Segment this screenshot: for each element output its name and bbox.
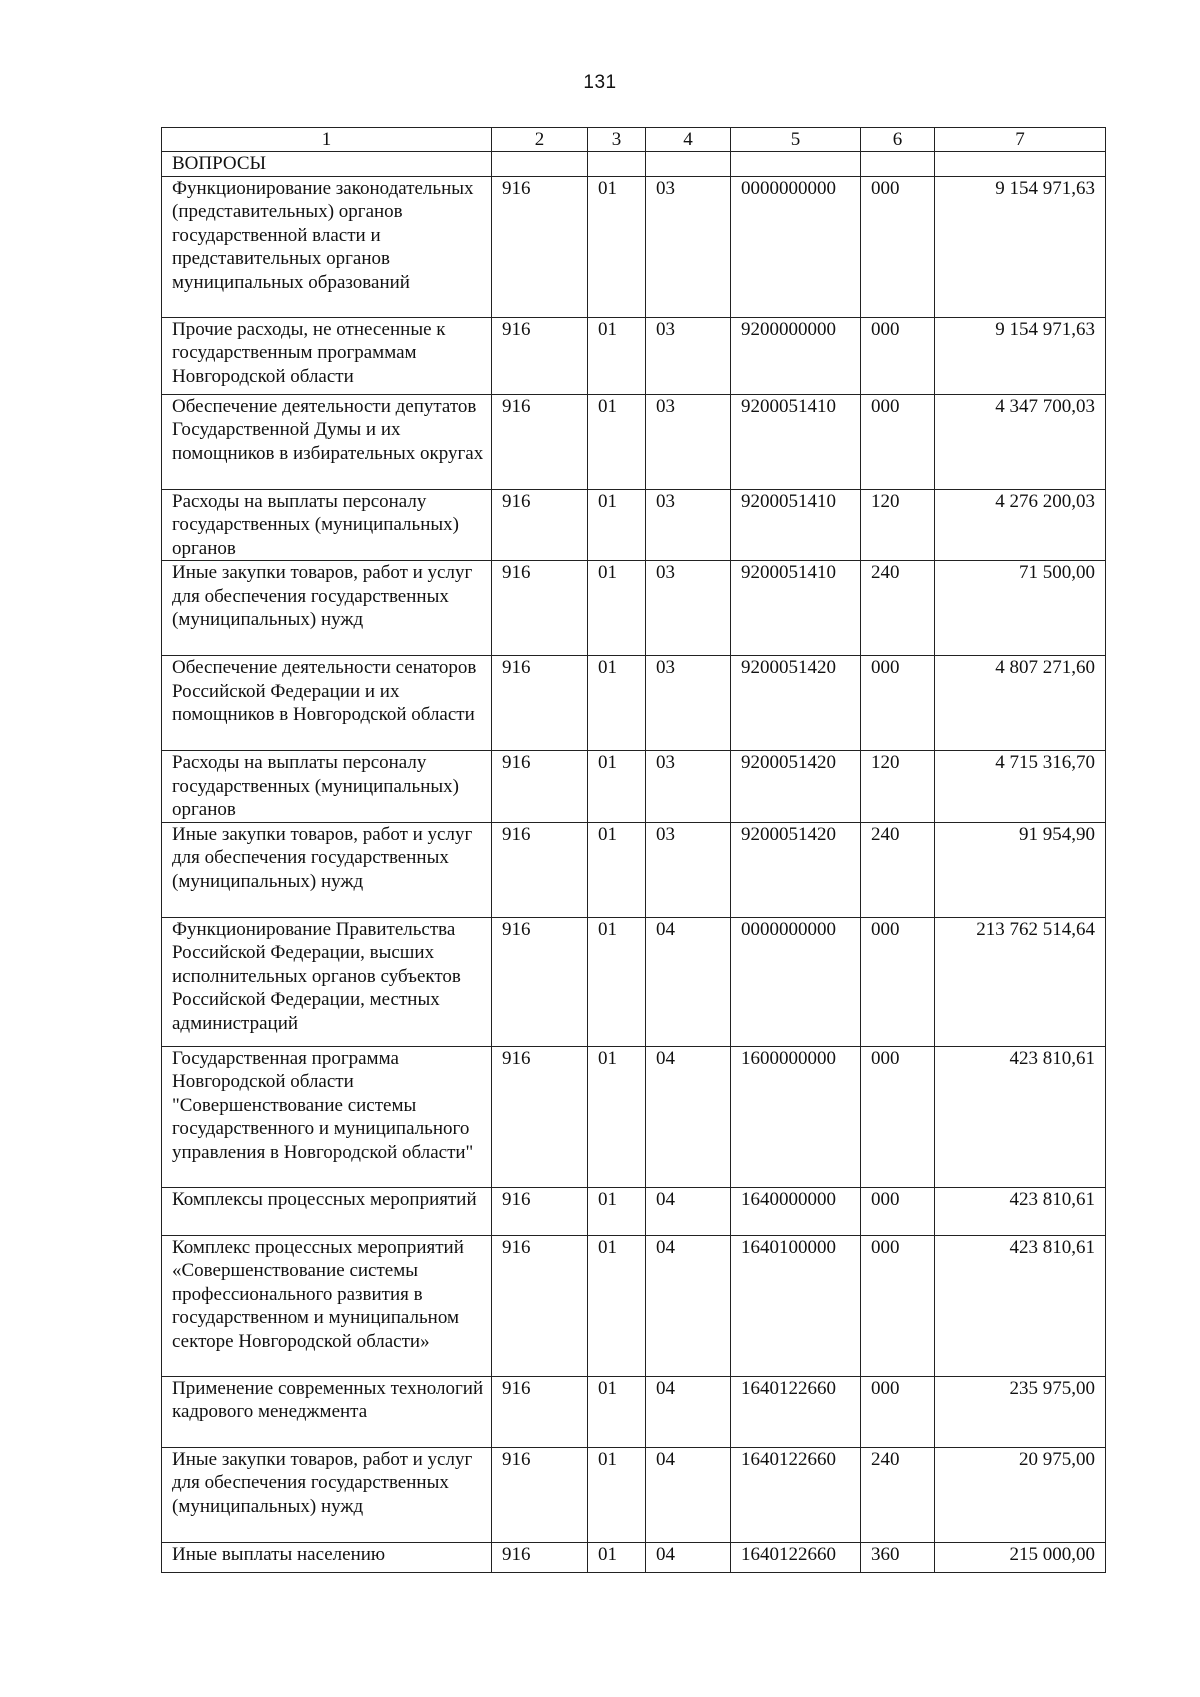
row-col4: 04 [646, 1187, 731, 1235]
row-col5: 9200051410 [731, 394, 861, 489]
header-cell: 6 [861, 128, 935, 152]
row-amount: 215 000,00 [935, 1542, 1106, 1572]
table-row [162, 751, 1106, 823]
row-name: Комплексы процессных мероприятий [162, 1187, 492, 1235]
row-col5: 9200051420 [731, 822, 861, 917]
row-col3: 01 [588, 1187, 646, 1235]
table-row [162, 489, 1106, 561]
budget-table [161, 127, 1106, 1573]
row-name: ВОПРОСЫ [162, 152, 492, 177]
row-name: Государственная программа Новгородской области "Совершенствование системы государственного и муниципального управления в Новгородской области" [162, 1046, 492, 1187]
row-col5: 1640122660 [731, 1542, 861, 1572]
row-amount: 91 954,90 [935, 822, 1106, 917]
row-amount: 20 975,00 [935, 1447, 1106, 1542]
row-amount: 9 154 971,63 [935, 176, 1106, 317]
row-col6: 000 [861, 176, 935, 317]
row-col3: 01 [588, 751, 646, 823]
row-col3: 01 [588, 394, 646, 489]
row-col6: 240 [861, 1447, 935, 1542]
row-col3: 01 [588, 1235, 646, 1376]
row-col6: 000 [861, 917, 935, 1046]
row-amount [935, 152, 1106, 177]
row-amount: 423 810,61 [935, 1235, 1106, 1376]
row-col5: 9200051420 [731, 656, 861, 751]
row-col3 [588, 152, 646, 177]
row-col2: 916 [492, 917, 588, 1046]
row-col2: 916 [492, 1376, 588, 1447]
row-amount: 4 715 316,70 [935, 751, 1106, 823]
row-col2: 916 [492, 394, 588, 489]
row-col5: 9200051420 [731, 751, 861, 823]
row-name: Обеспечение деятельности сенаторов Российской Федерации и их помощников в Новгородской области [162, 656, 492, 751]
row-col5: 1640000000 [731, 1187, 861, 1235]
row-col6: 360 [861, 1542, 935, 1572]
row-col4: 04 [646, 1046, 731, 1187]
row-col2 [492, 152, 588, 177]
row-col2: 916 [492, 1187, 588, 1235]
row-col2: 916 [492, 751, 588, 823]
row-col4: 03 [646, 394, 731, 489]
row-col6: 240 [861, 561, 935, 656]
row-col5: 1640100000 [731, 1235, 861, 1376]
row-col6: 000 [861, 656, 935, 751]
row-col6: 000 [861, 1376, 935, 1447]
row-name: Иные закупки товаров, работ и услуг для обеспечения государственных (муниципальных) нужд [162, 1447, 492, 1542]
row-col2: 916 [492, 561, 588, 656]
row-col2: 916 [492, 176, 588, 317]
row-col6: 000 [861, 394, 935, 489]
row-col3: 01 [588, 561, 646, 656]
row-name: Иные закупки товаров, работ и услуг для обеспечения государственных (муниципальных) нужд [162, 822, 492, 917]
row-col4: 04 [646, 1376, 731, 1447]
header-row [162, 128, 1106, 152]
row-col3: 01 [588, 317, 646, 394]
header-cell: 4 [646, 128, 731, 152]
row-col4: 03 [646, 656, 731, 751]
row-amount: 9 154 971,63 [935, 317, 1106, 394]
row-col3: 01 [588, 1046, 646, 1187]
row-col5: 1640122660 [731, 1447, 861, 1542]
row-col3: 01 [588, 656, 646, 751]
row-name: Иные закупки товаров, работ и услуг для обеспечения государственных (муниципальных) нужд [162, 561, 492, 656]
table-row [162, 1187, 1106, 1235]
row-col5: 9200051410 [731, 489, 861, 561]
header-cell: 1 [162, 128, 492, 152]
row-name: Комплекс процессных мероприятий «Совершенствование системы профессионального развития в государственном и муниципальном секторе Новгородской области» [162, 1235, 492, 1376]
row-col4: 04 [646, 1235, 731, 1376]
row-col5: 1600000000 [731, 1046, 861, 1187]
row-col6: 120 [861, 489, 935, 561]
row-col6: 000 [861, 317, 935, 394]
row-col6: 000 [861, 1235, 935, 1376]
row-col3: 01 [588, 917, 646, 1046]
row-col6 [861, 152, 935, 177]
table-row [162, 176, 1106, 317]
row-col6: 120 [861, 751, 935, 823]
row-col2: 916 [492, 1046, 588, 1187]
row-amount: 213 762 514,64 [935, 917, 1106, 1046]
header-cell: 5 [731, 128, 861, 152]
page-number: 131 [583, 72, 617, 93]
table-row [162, 317, 1106, 394]
row-name: Иные выплаты населению [162, 1542, 492, 1572]
row-col3: 01 [588, 1376, 646, 1447]
row-col4: 03 [646, 561, 731, 656]
row-amount: 4 807 271,60 [935, 656, 1106, 751]
row-name: Расходы на выплаты персоналу государственных (муниципальных) органов [162, 489, 492, 561]
row-col4: 03 [646, 751, 731, 823]
row-col2: 916 [492, 1235, 588, 1376]
row-col6: 000 [861, 1046, 935, 1187]
row-col5: 0000000000 [731, 917, 861, 1046]
table-row [162, 1046, 1106, 1187]
row-amount: 71 500,00 [935, 561, 1106, 656]
row-amount: 235 975,00 [935, 1376, 1106, 1447]
table-row [162, 656, 1106, 751]
row-col5 [731, 152, 861, 177]
table-row [162, 561, 1106, 656]
row-col2: 916 [492, 822, 588, 917]
header-cell: 3 [588, 128, 646, 152]
row-amount: 4 276 200,03 [935, 489, 1106, 561]
row-name: Расходы на выплаты персоналу государственных (муниципальных) органов [162, 751, 492, 823]
row-col3: 01 [588, 1542, 646, 1572]
row-col4: 03 [646, 317, 731, 394]
header-cell: 7 [935, 128, 1106, 152]
row-col2: 916 [492, 656, 588, 751]
table-row [162, 1447, 1106, 1542]
row-col5: 1640122660 [731, 1376, 861, 1447]
row-col3: 01 [588, 176, 646, 317]
table-row [162, 1235, 1106, 1376]
row-col4: 03 [646, 489, 731, 561]
row-col5: 0000000000 [731, 176, 861, 317]
row-col2: 916 [492, 1447, 588, 1542]
row-col4: 04 [646, 1447, 731, 1542]
row-col4: 03 [646, 176, 731, 317]
row-name: Прочие расходы, не отнесенные к государственным программам Новгородской области [162, 317, 492, 394]
row-name: Применение современных технологий кадрового менеджмента [162, 1376, 492, 1447]
row-name: Функционирование Правительства Российской Федерации, высших исполнительных органов субъектов Российской Федерации, местных администраций [162, 917, 492, 1046]
table-row [162, 917, 1106, 1046]
row-col2: 916 [492, 317, 588, 394]
row-amount: 423 810,61 [935, 1187, 1106, 1235]
row-amount: 4 347 700,03 [935, 394, 1106, 489]
row-col5: 9200000000 [731, 317, 861, 394]
row-name: Обеспечение деятельности депутатов Государственной Думы и их помощников в избирательных округах [162, 394, 492, 489]
row-col4: 03 [646, 822, 731, 917]
row-col4: 04 [646, 917, 731, 1046]
table-row [162, 152, 1106, 177]
row-col3: 01 [588, 1447, 646, 1542]
row-name: Функционирование законодательных (представительных) органов государственной власти и представительных органов муниципальных образований [162, 176, 492, 317]
row-col4: 04 [646, 1542, 731, 1572]
table-row [162, 1542, 1106, 1572]
row-col3: 01 [588, 822, 646, 917]
row-col4 [646, 152, 731, 177]
header-cell: 2 [492, 128, 588, 152]
row-col6: 240 [861, 822, 935, 917]
row-amount: 423 810,61 [935, 1046, 1106, 1187]
row-col2: 916 [492, 489, 588, 561]
row-col3: 01 [588, 489, 646, 561]
table-row [162, 1376, 1106, 1447]
table-row [162, 394, 1106, 489]
row-col5: 9200051410 [731, 561, 861, 656]
row-col2: 916 [492, 1542, 588, 1572]
row-col6: 000 [861, 1187, 935, 1235]
table-row [162, 822, 1106, 917]
